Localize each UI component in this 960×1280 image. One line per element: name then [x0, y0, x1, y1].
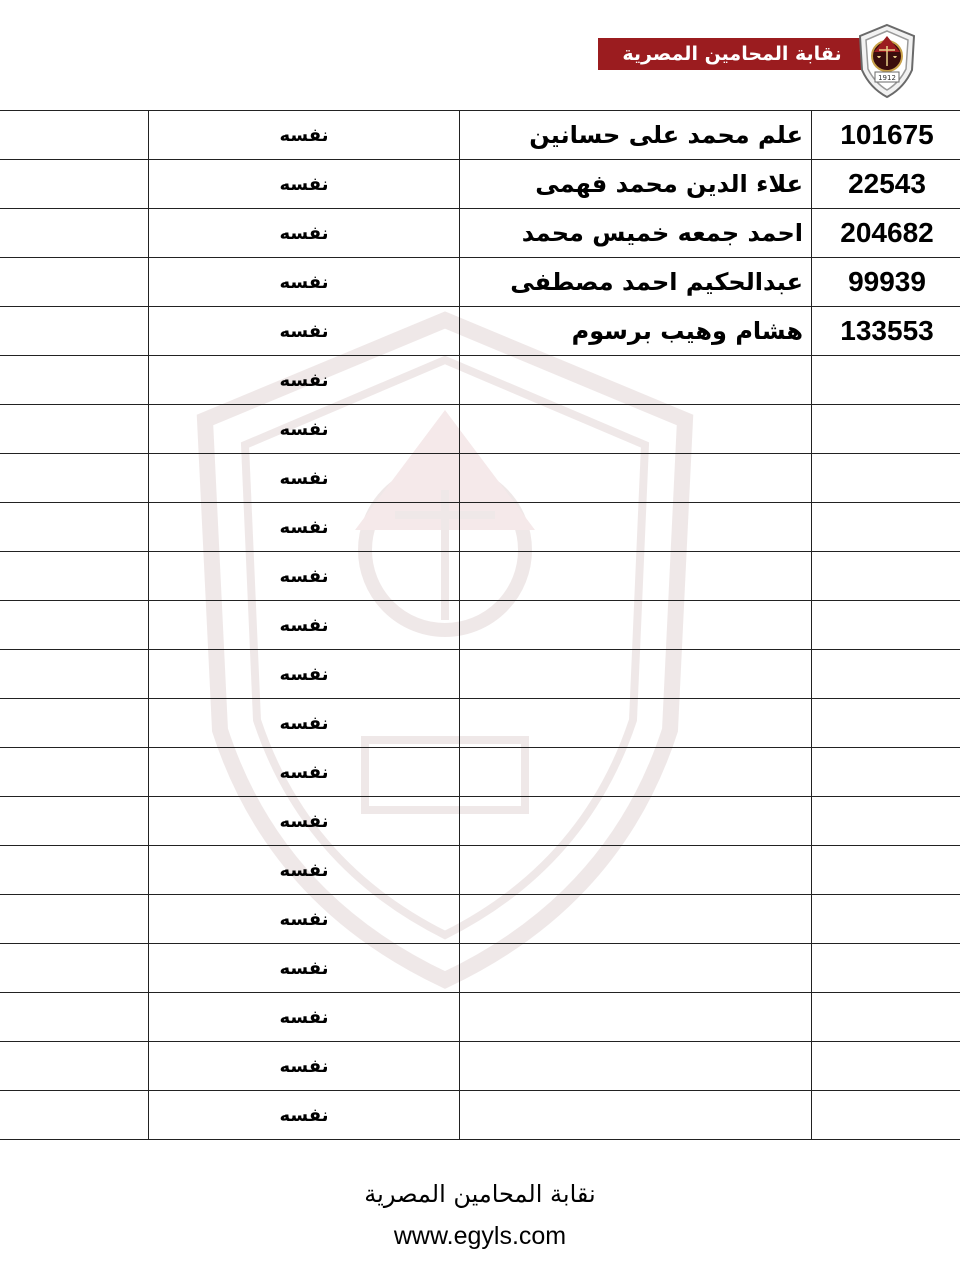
name-cell [460, 1042, 812, 1091]
registration-id-cell [812, 405, 960, 454]
capacity-cell: نفسه [149, 160, 460, 209]
table-row [0, 111, 960, 160]
name-cell [460, 993, 812, 1042]
registration-id-cell: 133553 [812, 307, 960, 356]
extra-cell [0, 405, 149, 454]
registration-id-cell [812, 895, 960, 944]
table-row [0, 405, 960, 454]
name-cell [460, 846, 812, 895]
extra-cell [0, 356, 149, 405]
name-cell [460, 405, 812, 454]
extra-cell [0, 552, 149, 601]
syndicate-logo-icon [852, 22, 922, 100]
capacity-cell: نفسه [149, 944, 460, 993]
table-row [0, 944, 960, 993]
capacity-cell: نفسه [149, 356, 460, 405]
name-cell: علم محمد على حسانين [460, 111, 812, 160]
footer-website-link[interactable]: www.egyls.com [393, 1222, 567, 1250]
capacity-cell: نفسه [149, 699, 460, 748]
extra-cell [0, 454, 149, 503]
registration-id-cell [812, 356, 960, 405]
name-cell [460, 601, 812, 650]
table-row [0, 503, 960, 552]
table-row [0, 1042, 960, 1091]
table-row [0, 895, 960, 944]
name-cell [460, 895, 812, 944]
table-row [0, 356, 960, 405]
extra-cell [0, 1042, 149, 1091]
registration-id-cell [812, 650, 960, 699]
name-cell [460, 650, 812, 699]
table-row [0, 748, 960, 797]
name-cell [460, 552, 812, 601]
banner-title: نقابة المحامين المصرية [622, 43, 842, 65]
extra-cell [0, 699, 149, 748]
registration-id-cell [812, 944, 960, 993]
capacity-cell: نفسه [149, 846, 460, 895]
capacity-cell: نفسه [149, 552, 460, 601]
name-cell [460, 1091, 812, 1140]
registration-id-cell: 204682 [812, 209, 960, 258]
name-cell [460, 699, 812, 748]
capacity-cell: نفسه [149, 258, 460, 307]
capacity-cell: نفسه [149, 307, 460, 356]
name-cell: علاء الدين محمد فهمى [460, 160, 812, 209]
lawyer-roster-table [0, 110, 960, 1140]
name-cell [460, 356, 812, 405]
extra-cell [0, 160, 149, 209]
registration-id-cell: 99939 [812, 258, 960, 307]
capacity-cell: نفسه [149, 895, 460, 944]
extra-cell [0, 944, 149, 993]
name-cell: هشام وهيب برسوم [460, 307, 812, 356]
extra-cell [0, 993, 149, 1042]
registration-id-cell [812, 601, 960, 650]
registration-id-cell [812, 454, 960, 503]
name-cell [460, 748, 812, 797]
table-row [0, 650, 960, 699]
footer-organization-name: نقابة المحامين المصرية [364, 1180, 596, 1208]
capacity-cell: نفسه [149, 650, 460, 699]
capacity-cell: نفسه [149, 111, 460, 160]
extra-cell [0, 307, 149, 356]
capacity-cell: نفسه [149, 209, 460, 258]
table-row [0, 160, 960, 209]
capacity-cell: نفسه [149, 993, 460, 1042]
extra-cell [0, 1091, 149, 1140]
extra-cell [0, 209, 149, 258]
registration-id-cell [812, 846, 960, 895]
extra-cell [0, 748, 149, 797]
registration-id-cell: 101675 [812, 111, 960, 160]
registration-id-cell [812, 993, 960, 1042]
name-cell [460, 944, 812, 993]
registration-id-cell [812, 1042, 960, 1091]
extra-cell [0, 258, 149, 307]
capacity-cell: نفسه [149, 601, 460, 650]
extra-cell [0, 111, 149, 160]
table-row [0, 552, 960, 601]
capacity-cell: نفسه [149, 454, 460, 503]
table-row [0, 1091, 960, 1140]
logo-year: 1912 [878, 74, 896, 82]
name-cell: عبدالحكيم احمد مصطفى [460, 258, 812, 307]
registration-id-cell: 22543 [812, 160, 960, 209]
extra-cell [0, 601, 149, 650]
table-row [0, 846, 960, 895]
table-row [0, 307, 960, 356]
name-cell [460, 503, 812, 552]
registration-id-cell [812, 1091, 960, 1140]
name-cell [460, 454, 812, 503]
table-row [0, 209, 960, 258]
table-row [0, 601, 960, 650]
capacity-cell: نفسه [149, 748, 460, 797]
header-banner [598, 38, 866, 70]
table-row [0, 699, 960, 748]
registration-id-cell [812, 797, 960, 846]
registration-id-cell [812, 748, 960, 797]
registration-id-cell [812, 552, 960, 601]
name-cell [460, 797, 812, 846]
table-row [0, 993, 960, 1042]
registration-id-cell [812, 699, 960, 748]
capacity-cell: نفسه [149, 1042, 460, 1091]
extra-cell [0, 650, 149, 699]
name-cell: احمد جمعه خميس محمد [460, 209, 812, 258]
extra-cell [0, 846, 149, 895]
capacity-cell: نفسه [149, 405, 460, 454]
extra-cell [0, 797, 149, 846]
extra-cell [0, 503, 149, 552]
capacity-cell: نفسه [149, 1091, 460, 1140]
registration-id-cell [812, 503, 960, 552]
capacity-cell: نفسه [149, 797, 460, 846]
table-row [0, 797, 960, 846]
capacity-cell: نفسه [149, 503, 460, 552]
table-row [0, 454, 960, 503]
extra-cell [0, 895, 149, 944]
table-row [0, 258, 960, 307]
